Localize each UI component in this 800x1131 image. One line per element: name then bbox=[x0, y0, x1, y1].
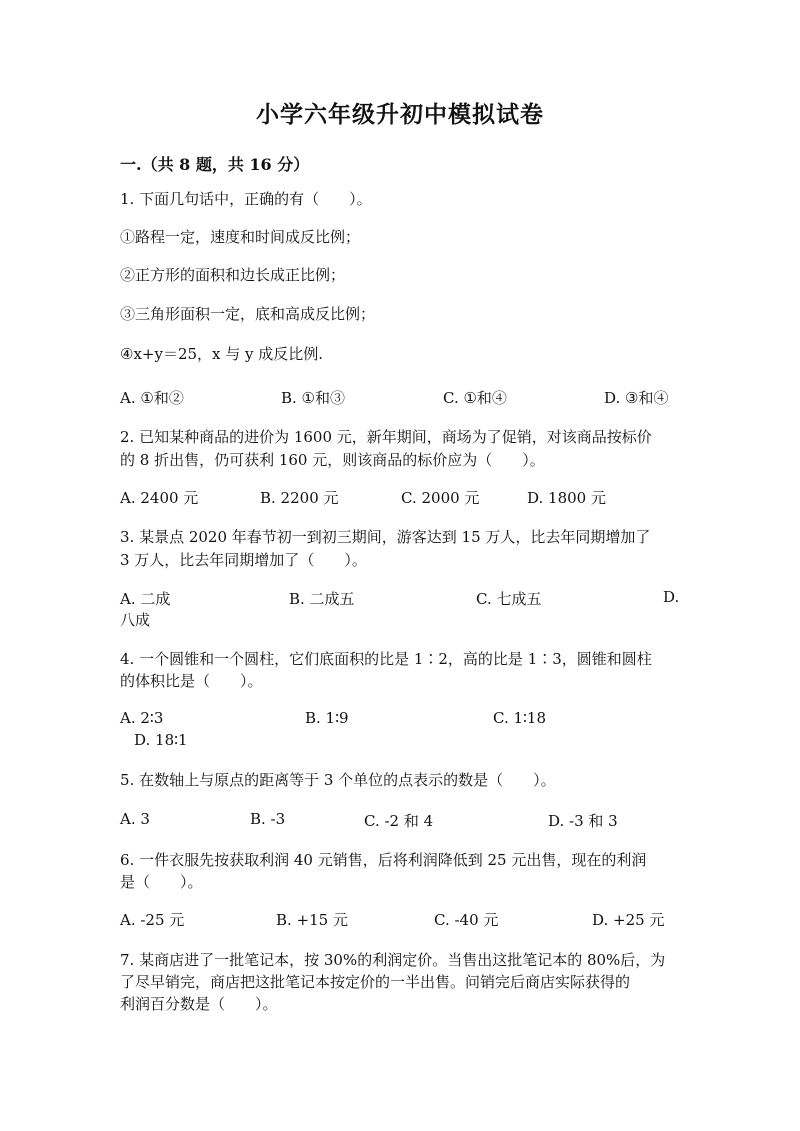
question-5-option-c[interactable]: C. -2 和 4 bbox=[364, 812, 434, 830]
question-4-stem-line-2: 的体积比是（ ）。 bbox=[120, 672, 263, 690]
question-1-statement-2: ②正方形的面积和边长成正比例； bbox=[120, 266, 346, 284]
question-5-option-d[interactable]: D. -3 和 3 bbox=[548, 812, 618, 830]
question-2-stem-line-1: 2. 已知某种商品的进价为 1600 元，新年期间，商场为了促销，对该商品按标价 bbox=[120, 428, 652, 446]
question-7-stem-line-2: 了尽早销完，商店把这批笔记本按定价的一半出售。问销完后商店实际获得的 bbox=[120, 973, 631, 991]
question-4-option-b[interactable]: B. 1∶9 bbox=[305, 709, 349, 727]
question-4-option-d[interactable]: D. 18∶1 bbox=[134, 731, 188, 749]
question-3-stem-line-2: 3 万人，比去年同期增加了（ ）。 bbox=[120, 551, 367, 569]
question-3-option-a[interactable]: A. 二成 bbox=[120, 590, 171, 608]
question-2-option-d[interactable]: D. 1800 元 bbox=[527, 489, 606, 507]
question-5-stem: 5. 在数轴上与原点的距离等于 3 个单位的点表示的数是（ ）。 bbox=[120, 771, 556, 789]
question-4-stem-line-1: 4. 一个圆锥和一个圆柱，它们底面积的比是 1∶2，高的比是 1∶3，圆锥和圆柱 bbox=[120, 650, 652, 668]
question-1-option-a[interactable]: A. ①和② bbox=[120, 389, 184, 407]
question-4-option-c[interactable]: C. 1∶18 bbox=[493, 709, 547, 727]
question-6-stem-line-2: 是（ ）。 bbox=[120, 873, 203, 891]
question-3-option-b[interactable]: B. 二成五 bbox=[289, 590, 355, 608]
question-5-option-b[interactable]: B. -3 bbox=[250, 810, 286, 828]
question-6-option-d[interactable]: D. +25 元 bbox=[592, 911, 665, 929]
question-6-option-a[interactable]: A. -25 元 bbox=[120, 911, 185, 929]
question-1-stem: 1. 下面几句话中，正确的有（ ）。 bbox=[120, 190, 372, 208]
section-heading: 一.（共 8 题，共 16 分） bbox=[120, 155, 310, 174]
question-7-stem-line-3: 利润百分数是（ ）。 bbox=[120, 995, 278, 1013]
question-3-option-c[interactable]: C. 七成五 bbox=[476, 590, 542, 608]
question-2-option-a[interactable]: A. 2400 元 bbox=[120, 489, 199, 507]
question-2-stem-line-2: 的 8 折出售，仍可获利 160 元，则该商品的标价应为（ ）。 bbox=[120, 451, 545, 469]
question-6-option-c[interactable]: C. -40 元 bbox=[434, 911, 499, 929]
question-1-option-d[interactable]: D. ③和④ bbox=[604, 389, 669, 407]
question-3-option-d-continued[interactable]: 八成 bbox=[120, 611, 151, 629]
page-title: 小学六年级升初中模拟试卷 bbox=[256, 101, 544, 128]
question-1-statement-1: ①路程一定，速度和时间成反比例； bbox=[120, 228, 361, 246]
question-7-stem-line-1: 7. 某商店进了一批笔记本，按 30%的利润定价。当售出这批笔记本的 80%后，为 bbox=[120, 951, 666, 969]
question-2-option-c[interactable]: C. 2000 元 bbox=[401, 489, 480, 507]
question-1-option-b[interactable]: B. ①和③ bbox=[281, 389, 346, 407]
question-1-statement-4: ④x+y＝25，x 与 y 成反比例. bbox=[120, 345, 324, 363]
question-4-option-a[interactable]: A. 2∶3 bbox=[120, 709, 164, 727]
question-3-option-d[interactable]: D. bbox=[663, 588, 680, 606]
question-6-option-b[interactable]: B. +15 元 bbox=[276, 911, 348, 929]
question-1-option-c[interactable]: C. ①和④ bbox=[443, 389, 507, 407]
question-6-stem-line-1: 6. 一件衣服先按获取利润 40 元销售，后将利润降低到 25 元出售，现在的利润 bbox=[120, 851, 647, 869]
question-2-option-b[interactable]: B. 2200 元 bbox=[260, 489, 339, 507]
question-5-option-a[interactable]: A. 3 bbox=[120, 810, 150, 828]
question-1-statement-3: ③三角形面积一定，底和高成反比例； bbox=[120, 305, 376, 323]
question-3-stem-line-1: 3. 某景点 2020 年春节初一到初三期间，游客达到 15 万人，比去年同期增加了 bbox=[120, 528, 651, 546]
